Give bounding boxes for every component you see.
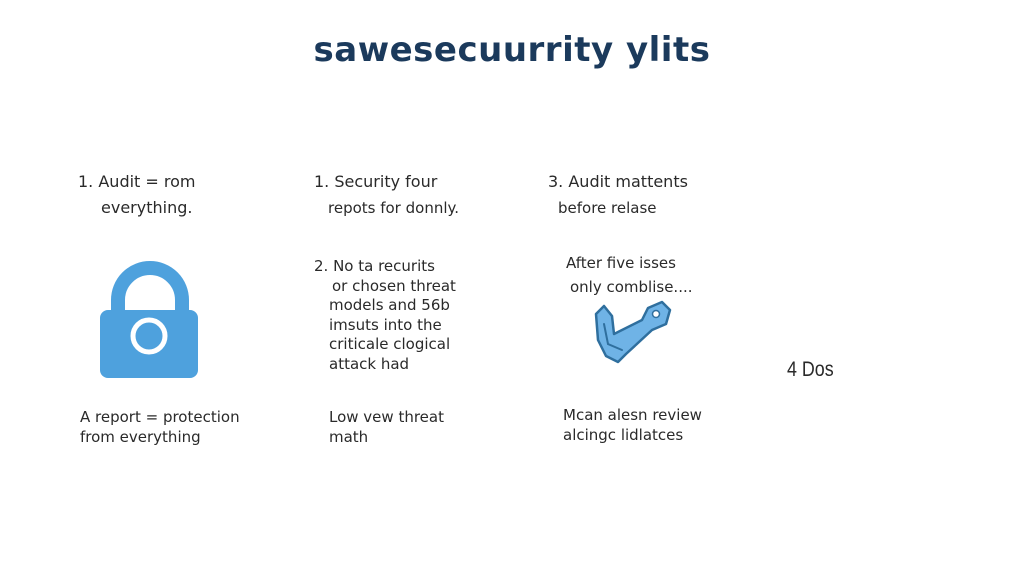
column-3-heading [548,169,688,221]
column-2-detail-line-1: 2. No ta recurits [314,257,435,275]
column-3-heading-line-2: before relase [558,199,657,217]
column-1-caption [80,408,240,447]
page-title: sawesecuurrity ylits [313,30,711,70]
column-2-detail-line-3: models and 56b [329,296,450,314]
column-3-note-line-1: After five isses [566,254,676,272]
column-2-detail-line-5: criticale clogical [329,335,451,353]
column-3-caption-line-2: alcingc lidlatces [563,425,684,444]
column-2-caption-line-1: Low vew threat [329,408,444,426]
column-2-detail-line-6: attack had [329,354,410,373]
lock-icon [100,260,200,384]
column-3-note-line-2: only comblise.... [570,277,693,296]
column-1-heading-line-1: 1. Audit = rom [78,172,196,191]
column-1-caption-line-1: A report = protection [80,408,240,426]
column-2-caption [329,408,444,447]
column-2-detail-line-4: imsuts into the [329,315,442,334]
column-2-caption-line-2: math [329,427,369,446]
stat-label: 4 Dos [787,358,834,381]
column-3-caption [563,406,702,445]
column-2-detail-line-2: or chosen threat [332,276,456,295]
wrench-icon [592,300,674,368]
column-3-note [566,254,693,297]
column-2-heading [314,169,459,221]
column-1-heading [78,169,196,221]
column-2-heading-line-1: 1. Security four [314,172,438,191]
column-1-heading-line-2: everything. [101,198,193,217]
column-2-heading-line-2: repots for donnly. [328,199,460,217]
column-2-detail [314,257,456,374]
column-1-caption-line-2: from everything [80,427,201,446]
column-3-heading-line-1: 3. Audit mattents [548,172,688,191]
column-3-caption-line-1: Mcan alesn review [563,406,702,424]
